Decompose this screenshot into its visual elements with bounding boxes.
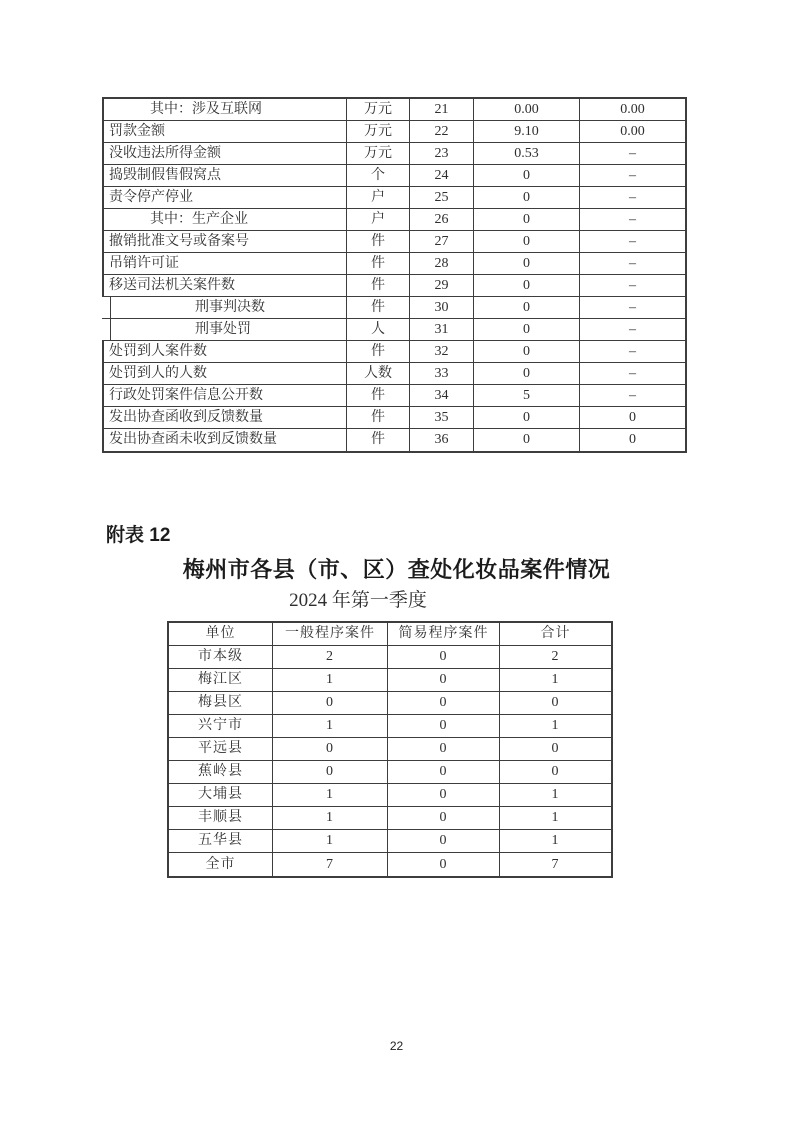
county-case-count: 1: [272, 784, 387, 806]
stats-table-row: [102, 297, 685, 319]
stat-value-primary: 0.00: [473, 99, 579, 120]
stat-unit: 件: [346, 297, 409, 318]
stat-value-secondary: –: [579, 165, 685, 186]
stat-label: 刑事处罚: [110, 319, 346, 340]
county-table-row: [169, 646, 611, 669]
stat-unit: 个: [346, 165, 409, 186]
stat-value-primary: 0: [473, 275, 579, 296]
stat-line-number: 24: [409, 165, 473, 186]
stat-unit: 件: [346, 341, 409, 362]
county-column-header: 一般程序案件: [272, 623, 387, 645]
county-case-count: 0: [387, 692, 499, 714]
stats-table-row: [102, 231, 685, 253]
county-table-row: [169, 761, 611, 784]
county-case-count: 1: [499, 807, 611, 829]
stat-value-primary: 0: [473, 253, 579, 274]
stat-unit: 件: [346, 385, 409, 406]
stat-value-primary: 9.10: [473, 121, 579, 142]
stat-label: 罚款金额: [102, 121, 346, 142]
stat-label: 处罚到人案件数: [102, 341, 346, 362]
stats-table-row: [102, 363, 685, 385]
stat-value-secondary: –: [579, 385, 685, 406]
county-case-count: 0: [272, 692, 387, 714]
stat-line-number: 29: [409, 275, 473, 296]
county-table-row: [169, 830, 611, 853]
county-name: 平远县: [198, 741, 243, 756]
county-case-count: 7: [272, 853, 387, 876]
stat-value-primary: 0.53: [473, 143, 579, 164]
county-column-header: 单位: [205, 626, 236, 641]
stat-label: 捣毁制假售假窝点: [102, 165, 346, 186]
stat-value-secondary: –: [579, 209, 685, 230]
stat-unit: 件: [346, 407, 409, 428]
stat-value-secondary: –: [579, 297, 685, 318]
stat-value-secondary: –: [579, 275, 685, 296]
stat-value-primary: 0: [473, 165, 579, 186]
county-column-header: 合计: [499, 623, 611, 645]
stat-value-primary: 0: [473, 319, 579, 340]
county-case-count: 0: [387, 738, 499, 760]
enforcement-stats-table: [102, 97, 687, 453]
stats-table-row: [102, 385, 685, 407]
stat-line-number: 31: [409, 319, 473, 340]
stat-value-secondary: –: [579, 319, 685, 340]
stat-value-primary: 0: [473, 231, 579, 252]
county-case-count: 0: [387, 853, 499, 876]
stat-line-number: 32: [409, 341, 473, 362]
stat-value-secondary: 0: [579, 429, 685, 451]
stat-value-primary: 0: [473, 363, 579, 384]
stat-value-secondary: –: [579, 363, 685, 384]
county-name: 大埔县: [198, 787, 243, 802]
county-case-count: 0: [387, 784, 499, 806]
county-name: 市本级: [198, 649, 243, 664]
county-name: 蕉岭县: [198, 764, 243, 779]
county-case-count: 0: [499, 738, 611, 760]
county-case-count: 0: [387, 715, 499, 737]
stat-label: 责令停产停业: [102, 187, 346, 208]
county-case-count: 0: [272, 761, 387, 783]
stat-line-number: 25: [409, 187, 473, 208]
county-case-count: 2: [499, 646, 611, 668]
stat-label: 发出协查函收到反馈数量: [102, 407, 346, 428]
stat-line-number: 33: [409, 363, 473, 384]
stat-value-secondary: –: [579, 143, 685, 164]
stat-line-number: 22: [409, 121, 473, 142]
stat-label: 处罚到人的人数: [102, 363, 346, 384]
stat-value-primary: 0: [473, 407, 579, 428]
county-name: 梅江区: [198, 672, 243, 687]
stat-label: 吊销许可证: [102, 253, 346, 274]
stats-table-row: [102, 209, 685, 231]
county-case-count: 0: [499, 692, 611, 714]
stat-line-number: 27: [409, 231, 473, 252]
stat-value-secondary: –: [579, 187, 685, 208]
county-table-row: [169, 692, 611, 715]
page-number: 22: [389, 1039, 404, 1053]
stat-unit: 户: [346, 209, 409, 230]
county-case-count: 0: [272, 738, 387, 760]
county-column-header: 简易程序案件: [387, 623, 499, 645]
stat-value-primary: 0: [473, 429, 579, 451]
county-case-count: 1: [499, 830, 611, 852]
stats-table-row: [102, 341, 685, 363]
county-name: 梅县区: [198, 695, 243, 710]
stat-line-number: 34: [409, 385, 473, 406]
county-name: 全市: [205, 856, 236, 872]
stat-unit: 户: [346, 187, 409, 208]
stat-unit: 件: [346, 253, 409, 274]
stat-value-secondary: –: [579, 231, 685, 252]
county-table-row: [169, 784, 611, 807]
stat-unit: 万元: [346, 121, 409, 142]
stat-value-secondary: 0: [579, 407, 685, 428]
stats-table-row: [102, 165, 685, 187]
county-table-row: [169, 807, 611, 830]
stat-label: 发出协查函未收到反馈数量: [102, 429, 346, 451]
county-table-row: [169, 669, 611, 692]
table-subtitle: 2024 年第一季度: [289, 590, 427, 611]
stat-label: 其中：生产企业: [102, 209, 346, 230]
stats-table-row: [102, 429, 685, 451]
county-case-count: 0: [499, 761, 611, 783]
county-cases-table: [167, 621, 613, 878]
county-case-count: 0: [387, 646, 499, 668]
stat-line-number: 35: [409, 407, 473, 428]
county-case-count: 1: [499, 784, 611, 806]
county-case-count: 0: [387, 830, 499, 852]
stat-label: 移送司法机关案件数: [102, 275, 346, 296]
stat-unit: 件: [346, 275, 409, 296]
county-case-count: 0: [387, 669, 499, 691]
stat-label: 撤销批准文号或备案号: [102, 231, 346, 252]
stats-table-row: [102, 319, 685, 341]
stat-unit: 人: [346, 319, 409, 340]
appendix-label: 附表 12: [106, 525, 171, 546]
stat-value-secondary: –: [579, 253, 685, 274]
county-case-count: 7: [499, 853, 611, 876]
county-name: 丰顺县: [198, 810, 243, 825]
stat-value-primary: 0: [473, 187, 579, 208]
stat-value-secondary: –: [579, 341, 685, 362]
stat-line-number: 26: [409, 209, 473, 230]
county-name: 兴宁市: [198, 718, 243, 733]
stat-line-number: 28: [409, 253, 473, 274]
county-table-row: [169, 738, 611, 761]
county-case-count: 0: [387, 807, 499, 829]
stats-table-row: [102, 253, 685, 275]
county-table-row: [169, 715, 611, 738]
stats-table-row: [102, 143, 685, 165]
county-name: 五华县: [198, 833, 243, 848]
stat-line-number: 30: [409, 297, 473, 318]
stats-table-row: [102, 407, 685, 429]
stat-label: 没收违法所得金额: [102, 143, 346, 164]
stat-label: 行政处罚案件信息公开数: [102, 385, 346, 406]
stats-table-row: [102, 187, 685, 209]
county-case-count: 1: [272, 715, 387, 737]
table-title: 梅州市各县（市、区）查处化妆品案件情况: [182, 557, 611, 582]
stat-line-number: 21: [409, 99, 473, 120]
stat-unit: 件: [346, 231, 409, 252]
county-case-count: 1: [272, 830, 387, 852]
stat-unit: 万元: [346, 143, 409, 164]
stats-table-row: [102, 275, 685, 297]
county-case-count: 1: [499, 669, 611, 691]
stat-unit: 万元: [346, 99, 409, 120]
stat-label: 刑事判决数: [110, 297, 346, 318]
stat-label: 其中：涉及互联网: [102, 99, 346, 120]
county-table-row: [169, 853, 611, 876]
stat-value-secondary: 0.00: [579, 99, 685, 120]
stats-table-row: [102, 99, 685, 121]
stat-value-primary: 0: [473, 341, 579, 362]
stat-value-secondary: 0.00: [579, 121, 685, 142]
stats-table-row: [102, 121, 685, 143]
stat-value-primary: 0: [473, 297, 579, 318]
stat-unit: 件: [346, 429, 409, 451]
county-case-count: 1: [499, 715, 611, 737]
county-case-count: 2: [272, 646, 387, 668]
stat-line-number: 23: [409, 143, 473, 164]
stat-value-primary: 0: [473, 209, 579, 230]
county-case-count: 1: [272, 669, 387, 691]
county-case-count: 0: [387, 761, 499, 783]
county-table-header-row: [169, 623, 611, 646]
stat-line-number: 36: [409, 429, 473, 451]
stat-unit: 人数: [346, 363, 409, 384]
stat-value-primary: 5: [473, 385, 579, 406]
county-case-count: 1: [272, 807, 387, 829]
